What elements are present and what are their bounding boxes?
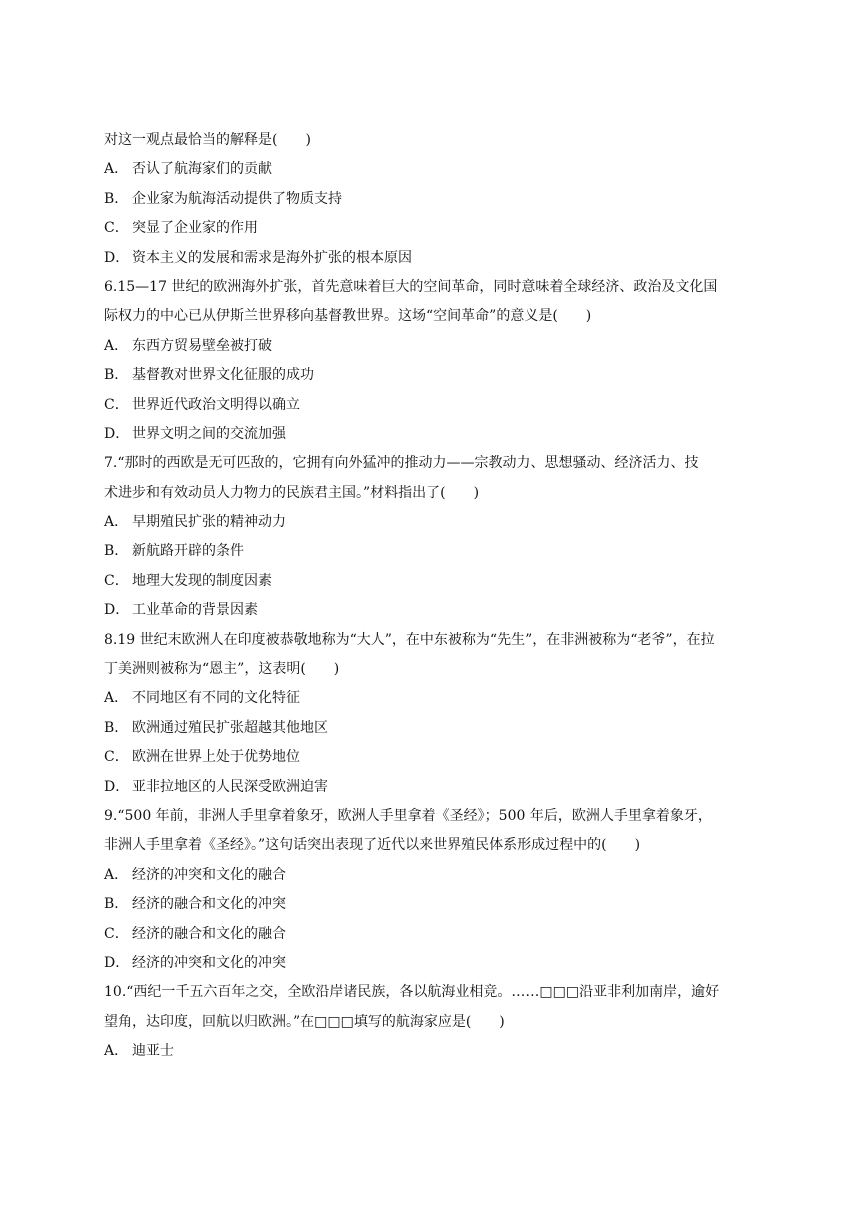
option-b — [104, 185, 756, 214]
option-text: 早期殖民扩张的精神动力 — [132, 514, 286, 531]
option-c — [104, 743, 756, 772]
option-letter: C． — [104, 749, 129, 766]
option-a — [104, 861, 756, 890]
question-content — [104, 126, 756, 1067]
option-text: 世界文明之间的交流加强 — [132, 425, 286, 442]
option-text: 新航路开辟的条件 — [132, 543, 244, 560]
option-text: 经济的融合和文化的融合 — [132, 925, 286, 942]
option-a — [104, 508, 756, 537]
option-d — [104, 949, 756, 978]
option-a — [104, 155, 756, 184]
option-letter: C． — [104, 220, 129, 237]
option-text: 企业家为航海活动提供了物质支持 — [132, 190, 342, 207]
option-letter: A． — [104, 514, 129, 531]
question-6 — [104, 273, 756, 449]
option-d — [104, 244, 756, 273]
option-letter: B． — [104, 190, 129, 207]
option-letter: D． — [104, 778, 130, 795]
question-line: 9.“500 年前，非洲人手里拿着象牙，欧洲人手里拿着《圣经》；500 年后，欧洲人手里拿着象牙， — [104, 807, 712, 824]
option-text: 突显了企业家的作用 — [132, 220, 258, 237]
option-text: 工业革命的背景因素 — [132, 602, 258, 619]
option-text: 基督教对世界文化征服的成功 — [132, 367, 314, 384]
option-letter: B． — [104, 896, 129, 913]
option-b — [104, 361, 756, 390]
option-text: 世界近代政治文明得以确立 — [132, 396, 300, 413]
option-a — [104, 1037, 756, 1066]
option-letter: D． — [104, 602, 130, 619]
option-letter: A． — [104, 161, 129, 178]
option-letter: B． — [104, 367, 129, 384]
option-text: 不同地区有不同的文化特征 — [132, 690, 300, 707]
question-line: 术进步和有效动员人力物力的民族君主国。”材料指出了( ) — [104, 484, 480, 501]
option-c — [104, 391, 756, 420]
option-c — [104, 567, 756, 596]
option-text: 欧洲在世界上处于优势地位 — [132, 749, 300, 766]
option-text: 经济的冲突和文化的冲突 — [132, 954, 286, 971]
option-b — [104, 537, 756, 566]
option-letter: B． — [104, 543, 129, 560]
question-line: 7.“那时的西欧是无可匹敌的，它拥有向外猛冲的推动力——宗教动力、思想骚动、经济活力、技 — [104, 455, 699, 472]
option-letter: C． — [104, 396, 129, 413]
option-c — [104, 920, 756, 949]
question-7 — [104, 449, 756, 625]
option-text: 亚非拉地区的人民深受欧洲迫害 — [132, 778, 328, 795]
option-letter: A． — [104, 690, 129, 707]
option-letter: C． — [104, 925, 129, 942]
option-letter: D． — [104, 954, 130, 971]
option-c — [104, 214, 756, 243]
option-text: 否认了航海家们的贡献 — [132, 161, 272, 178]
option-letter: C． — [104, 572, 129, 589]
question-line: 8.19 世纪末欧洲人在印度被恭敬地称为“大人”，在中东被称为“先生”，在非洲被称为“老爷”，在拉 — [104, 631, 715, 648]
question-8 — [104, 626, 756, 802]
question-stem-continuation: 对这一观点最恰当的解释是( ) — [104, 132, 311, 148]
question-10 — [104, 978, 756, 1066]
question-line: 望角，达印度，回航以归欧洲。”在□□□填写的航海家应是( ) — [104, 1013, 505, 1030]
option-letter: A． — [104, 866, 129, 883]
question-line: 丁美洲则被称为“恩主”，这表明( ) — [104, 661, 340, 678]
option-text: 迪亚士 — [132, 1043, 174, 1060]
question-line: 10.“西纪一千五六百年之交，全欧沿岸诸民族，各以航海业相竞。……□□□沿亚非利加南岸，逾好 — [104, 984, 720, 1001]
option-a — [104, 332, 756, 361]
question-line: 非洲人手里拿着《圣经》。”这句话突出表现了近代以来世界殖民体系形成过程中的( ) — [104, 837, 641, 854]
question-line: 际权力的中心已从伊斯兰世界移向基督教世界。这场“空间革命”的意义是( ) — [104, 308, 592, 325]
option-b — [104, 714, 756, 743]
option-text: 欧洲通过殖民扩张超越其他地区 — [132, 719, 328, 736]
option-d — [104, 420, 756, 449]
option-letter: A． — [104, 1043, 129, 1060]
option-text: 经济的融合和文化的冲突 — [132, 896, 286, 913]
question-9 — [104, 802, 756, 978]
option-letter: D． — [104, 249, 130, 266]
option-letter: A． — [104, 337, 129, 354]
option-text: 经济的冲突和文化的融合 — [132, 866, 286, 883]
option-b — [104, 890, 756, 919]
option-text: 资本主义的发展和需求是海外扩张的根本原因 — [132, 249, 412, 266]
intro-options — [104, 155, 756, 273]
option-d — [104, 773, 756, 802]
option-a — [104, 684, 756, 713]
option-d — [104, 596, 756, 625]
option-text: 地理大发现的制度因素 — [132, 572, 272, 589]
option-letter: D． — [104, 425, 130, 442]
option-letter: B． — [104, 719, 129, 736]
question-line: 6.15—17 世纪的欧洲海外扩张，首先意味着巨大的空间革命，同时意味着全球经济、政治及文化国 — [104, 278, 718, 295]
option-text: 东西方贸易壁垒被打破 — [132, 337, 272, 354]
